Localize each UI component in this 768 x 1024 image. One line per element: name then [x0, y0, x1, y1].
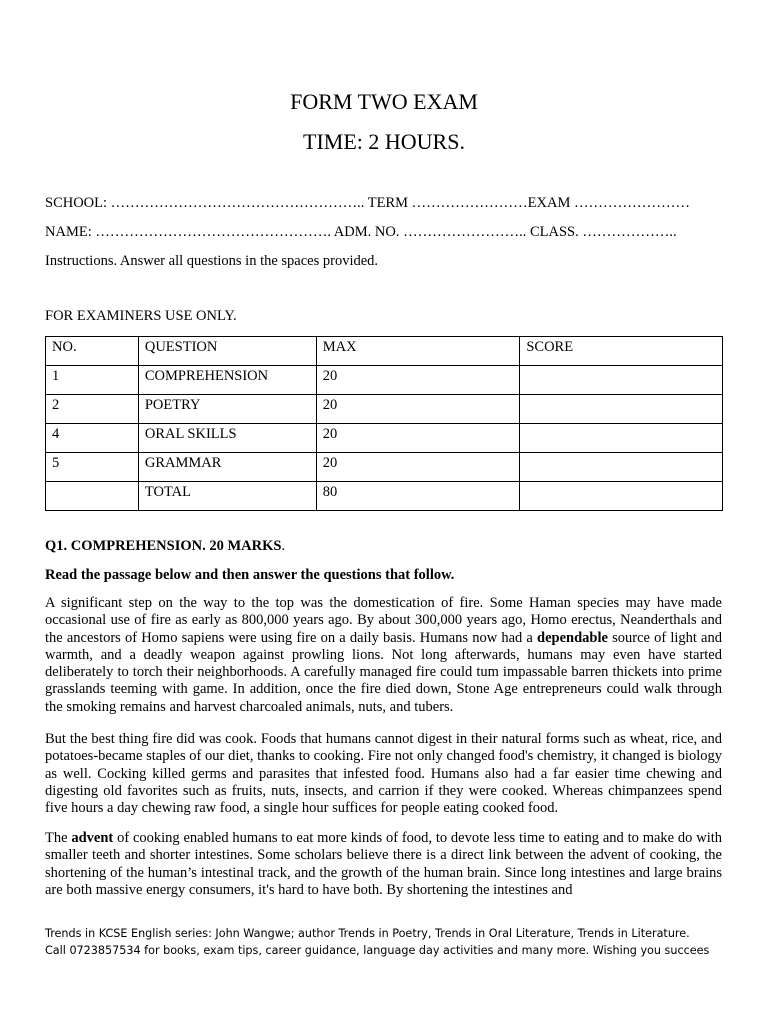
question-instruction: Read the passage below and then answer the questions that follow.	[45, 567, 455, 583]
passage-paragraph-1	[45, 595, 722, 716]
column-header-no: NO.	[46, 337, 139, 366]
cell-no: 5	[46, 453, 139, 482]
passage-paragraph-3	[45, 830, 722, 902]
cell-question: COMPREHENSION	[138, 366, 316, 395]
passage-text: source of light and warmth, and a deadly weapon against prowling lions. Not long afterwards, humans may even have started deliberately to torch their neighborhoods. A carefully managed fire could tum impassable barren thickets into prime grasslands teeming with game. In addition, once the fire died down, Stone Age entrepreneurs could walk through the smoking remains and harvest charcoaled animals, nuts, and tubers.	[45, 629, 722, 715]
cell-max: 20	[316, 395, 520, 424]
cell-score	[520, 424, 723, 453]
footer-line-1: Trends in KCSE English series: John Wangwe; author Trends in Poetry, Trends in Oral Literature, Trends in Literature.	[45, 927, 690, 940]
cell-question: ORAL SKILLS	[138, 424, 316, 453]
cell-max: 20	[316, 366, 520, 395]
passage-text: of cooking enabled humans to eat more kinds of food, to devote less time to eating and to make do with smaller teeth and shorter intestines. Some scholars believe there is a direct link between the advent of cooking, the shortening of the human’s intestinal track, and the growth of the human brain. Since long intestines and large brains are both massive energy consumers, it's hard to have both. By shortening the intestines and	[45, 830, 722, 898]
cell-question: POETRY	[138, 395, 316, 424]
cell-score	[520, 366, 723, 395]
table-row	[46, 424, 723, 453]
passage-text: The	[45, 830, 72, 846]
cell-score	[520, 395, 723, 424]
question-heading-suffix: .	[281, 538, 286, 554]
footer-line-2: Call 0723857534 for books, exam tips, career guidance, language day activities and many more. Wishing you succees	[45, 944, 710, 957]
cell-question: GRAMMAR	[138, 453, 316, 482]
cell-max: 20	[316, 424, 520, 453]
cell-score	[520, 482, 723, 511]
table-row-total	[46, 482, 723, 511]
name-adm-class-line: NAME: …………………………………………. ADM. NO. …………………….. CLASS. ………………..	[45, 224, 677, 240]
school-term-exam-line: SCHOOL: …………………………………………….. TERM ……………………EXAM ……………………	[45, 195, 690, 211]
passage-text: A significant step on the way to the top was the domestication of fire. Some Haman species may have made occasional use of fire as early as 800,000 years ago. By about 300,000 years ago, Homo erectus, Neanderthals and the ancestors of Homo sapiens were using fire on a daily basis. Humans now had a	[45, 595, 722, 646]
cell-no: 1	[46, 366, 139, 395]
table-row	[46, 453, 723, 482]
column-header-max: MAX	[316, 337, 520, 366]
examiners-table	[45, 336, 723, 511]
cell-no: 4	[46, 424, 139, 453]
cell-no	[46, 482, 139, 511]
exam-title: FORM TWO EXAM	[290, 89, 478, 114]
cell-score	[520, 453, 723, 482]
cell-max: 20	[316, 453, 520, 482]
table-row	[46, 395, 723, 424]
table-header-row	[46, 337, 723, 366]
passage-paragraph-2: But the best thing fire did was cook. Foods that humans cannot digest in their natural forms such as wheat, rice, and potatoes-became staples of our diet, thanks to cooking. Fire not only changed food's chemistry, it changed is biology as well. Cocking killed germs and parasites that infested food. Humans also had a far easier time chewing and digesting old favorites such as fruits, nuts, insects, and carrion if they were cooked. Whereas chimpanzees spend five hours a day chewing raw food, a single hour suffices for people eating cooked food.	[45, 731, 722, 817]
question-heading	[45, 538, 285, 555]
cell-max: 80	[316, 482, 520, 511]
cell-no: 2	[46, 395, 139, 424]
instructions: Instructions. Answer all questions in the spaces provided.	[45, 253, 379, 269]
exam-time: TIME: 2 HOURS.	[303, 129, 465, 154]
passage-bold-word: dependable	[537, 629, 608, 646]
passage-bold-word: advent	[71, 830, 114, 846]
table-row	[46, 366, 723, 395]
question-heading-text: Q1. COMPREHENSION. 20 MARKS	[45, 538, 282, 554]
cell-question: TOTAL	[138, 482, 316, 511]
examiners-heading: FOR EXAMINERS USE ONLY.	[45, 308, 237, 324]
column-header-score: SCORE	[520, 337, 723, 366]
column-header-question: QUESTION	[138, 337, 316, 366]
